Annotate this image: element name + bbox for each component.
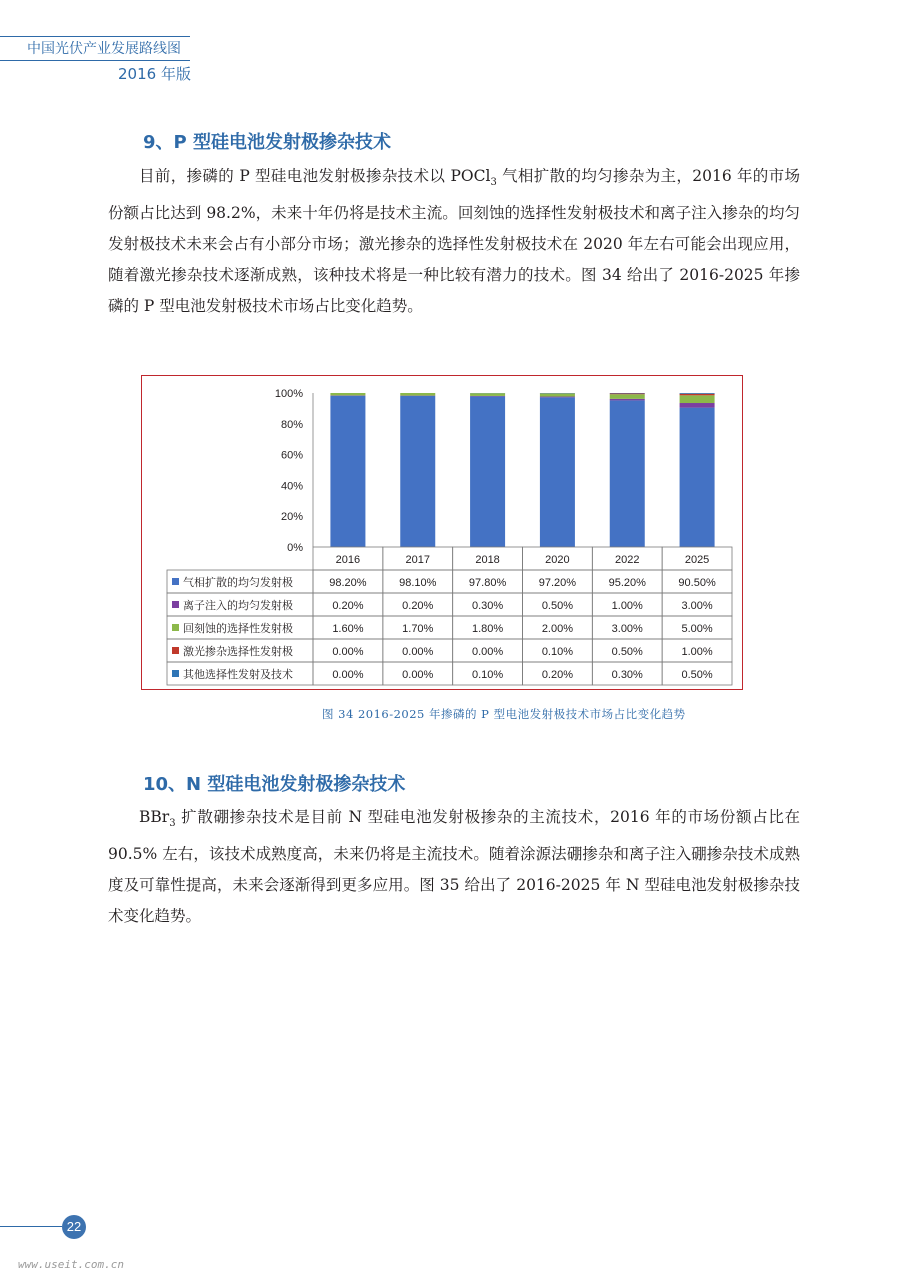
section-9-paragraph — [108, 161, 800, 322]
bar-segment — [680, 408, 715, 547]
data-label: 0.20% — [402, 600, 434, 612]
bar-segment — [680, 393, 715, 394]
section-9-subscript: 3 — [490, 177, 497, 189]
bar-segment — [400, 393, 435, 396]
category-label: 2025 — [684, 554, 710, 566]
data-label: 0.10% — [541, 646, 574, 658]
bar-segment — [400, 396, 435, 547]
data-label: 1.80% — [471, 623, 504, 635]
data-label: 95.20% — [608, 577, 646, 589]
header-rule-middle — [0, 60, 190, 61]
stacked-bar-chart — [142, 376, 744, 691]
data-label: 0.20% — [332, 600, 364, 612]
data-label: 0.00% — [332, 646, 364, 658]
watermark: www.useit.com.cn — [18, 1258, 124, 1271]
y-tick-label: 0% — [287, 542, 303, 554]
category-label: 2022 — [615, 554, 640, 566]
bar-segment — [330, 393, 365, 395]
data-label: 1.60% — [332, 623, 364, 635]
data-label: 0.20% — [541, 669, 574, 681]
series-name: 气相扩散的均匀发射极 — [183, 576, 293, 589]
y-tick-label: 80% — [280, 418, 303, 431]
section-9-text-a: 目前，掺磷的 P 型硅电池发射极掺杂技术以 POCl — [139, 167, 491, 185]
data-label: 0.30% — [471, 600, 504, 612]
data-label: 0.30% — [611, 669, 643, 681]
legend-swatch — [172, 647, 179, 654]
header-title: 中国光伏产业发展路线图 — [27, 41, 181, 57]
data-label: 2.00% — [541, 623, 574, 635]
data-label: 0.00% — [402, 646, 434, 658]
data-label: 0.00% — [332, 669, 364, 681]
legend-swatch — [172, 601, 179, 608]
data-label: 97.80% — [468, 577, 507, 589]
data-label: 1.00% — [611, 600, 643, 612]
page-number: 22 — [62, 1215, 86, 1239]
data-label: 0.10% — [471, 669, 504, 681]
footer-rule — [0, 1226, 62, 1227]
header-edition: 2016 年版 — [118, 65, 191, 83]
section-9-text-b: 气相扩散的均匀掺杂为主，2016 年的市场份额占比达到 98.2%，未来十年仍将是技术主流。回刻蚀的选择性发射极技术和离子注入掺杂的均匀发射极技术未来会占有小部分市场；激光掺杂的选择性发射极技术在 2020 年左右可能会出现应用，随着激光掺杂技术逐渐成熟，该种技术将是一种比较有潜力的技术。图 34 给出了 2016-2025 年掺磷的 P 型电池发射极技术市场占比变化趋势。 — [108, 167, 800, 316]
data-label: 0.00% — [471, 646, 504, 658]
data-label: 98.10% — [399, 577, 437, 589]
data-label: 0.50% — [541, 600, 574, 612]
series-name: 激光掺杂选择性发射极 — [183, 645, 293, 658]
data-label: 1.70% — [402, 623, 434, 635]
section-9-heading: 9、P 型硅电池发射极掺杂技术 — [143, 132, 391, 153]
figure-34-chart — [141, 375, 743, 690]
data-label: 5.00% — [681, 623, 713, 635]
category-label: 2016 — [335, 554, 361, 566]
series-name: 其他选择性发射及技术 — [183, 668, 293, 681]
bar-segment — [680, 394, 715, 396]
section-10-subscript: 3 — [169, 818, 176, 830]
category-label: 2020 — [545, 554, 570, 566]
bar-segment — [610, 394, 645, 399]
bar-segment — [540, 393, 575, 396]
data-label: 0.50% — [611, 646, 643, 658]
series-name: 回刻蚀的选择性发射极 — [183, 622, 293, 635]
y-tick-label: 20% — [280, 511, 303, 524]
figure-34-caption: 图 34 2016-2025 年掺磷的 P 型电池发射极技术市场占比变化趋势 — [322, 707, 686, 721]
section-10-paragraph — [108, 802, 800, 932]
section-10-text-b: 扩散硼掺杂技术是目前 N 型硅电池发射极掺杂的主流技术，2016 年的市场份额占比在 90.5% 左右，该技术成熟度高，未来仍将是主流技术。随着涂源法硼掺杂和离子注入硼掺杂技术成熟度及可靠性提高，未来会逐渐得到更多应用。图 35 给出了 2016-2025 年 N 型硅电池发射极掺杂技术变化趋势。 — [108, 808, 800, 926]
bar-segment — [330, 396, 365, 547]
legend-swatch — [172, 624, 179, 631]
series-name: 离子注入的均匀发射极 — [183, 599, 293, 612]
bar-segment — [540, 397, 575, 547]
section-10-text-a: BBr — [139, 808, 170, 826]
legend-swatch — [172, 670, 179, 677]
y-tick-label: 40% — [280, 480, 303, 493]
section-10-heading: 10、N 型硅电池发射极掺杂技术 — [143, 774, 406, 795]
bar-segment — [610, 399, 645, 401]
data-label: 0.50% — [681, 669, 713, 681]
bar-segment — [470, 393, 505, 396]
bar-segment — [680, 403, 715, 408]
bar-segment — [610, 400, 645, 547]
data-label: 1.00% — [681, 646, 713, 658]
header-rule-top — [0, 36, 190, 37]
data-label: 97.20% — [538, 577, 577, 589]
y-tick-label: 100% — [274, 388, 303, 400]
data-label: 90.50% — [678, 577, 716, 589]
data-label: 98.20% — [329, 577, 367, 589]
bar-segment — [470, 396, 505, 547]
category-label: 2018 — [475, 554, 500, 566]
y-tick-label: 60% — [280, 449, 303, 462]
bar-segment — [610, 393, 645, 394]
data-label: 3.00% — [681, 600, 713, 612]
bar-segment — [540, 397, 575, 398]
legend-swatch — [172, 578, 179, 585]
data-label: 0.00% — [402, 669, 434, 681]
category-label: 2017 — [405, 554, 430, 566]
data-label: 3.00% — [611, 623, 643, 635]
bar-segment — [680, 395, 715, 403]
